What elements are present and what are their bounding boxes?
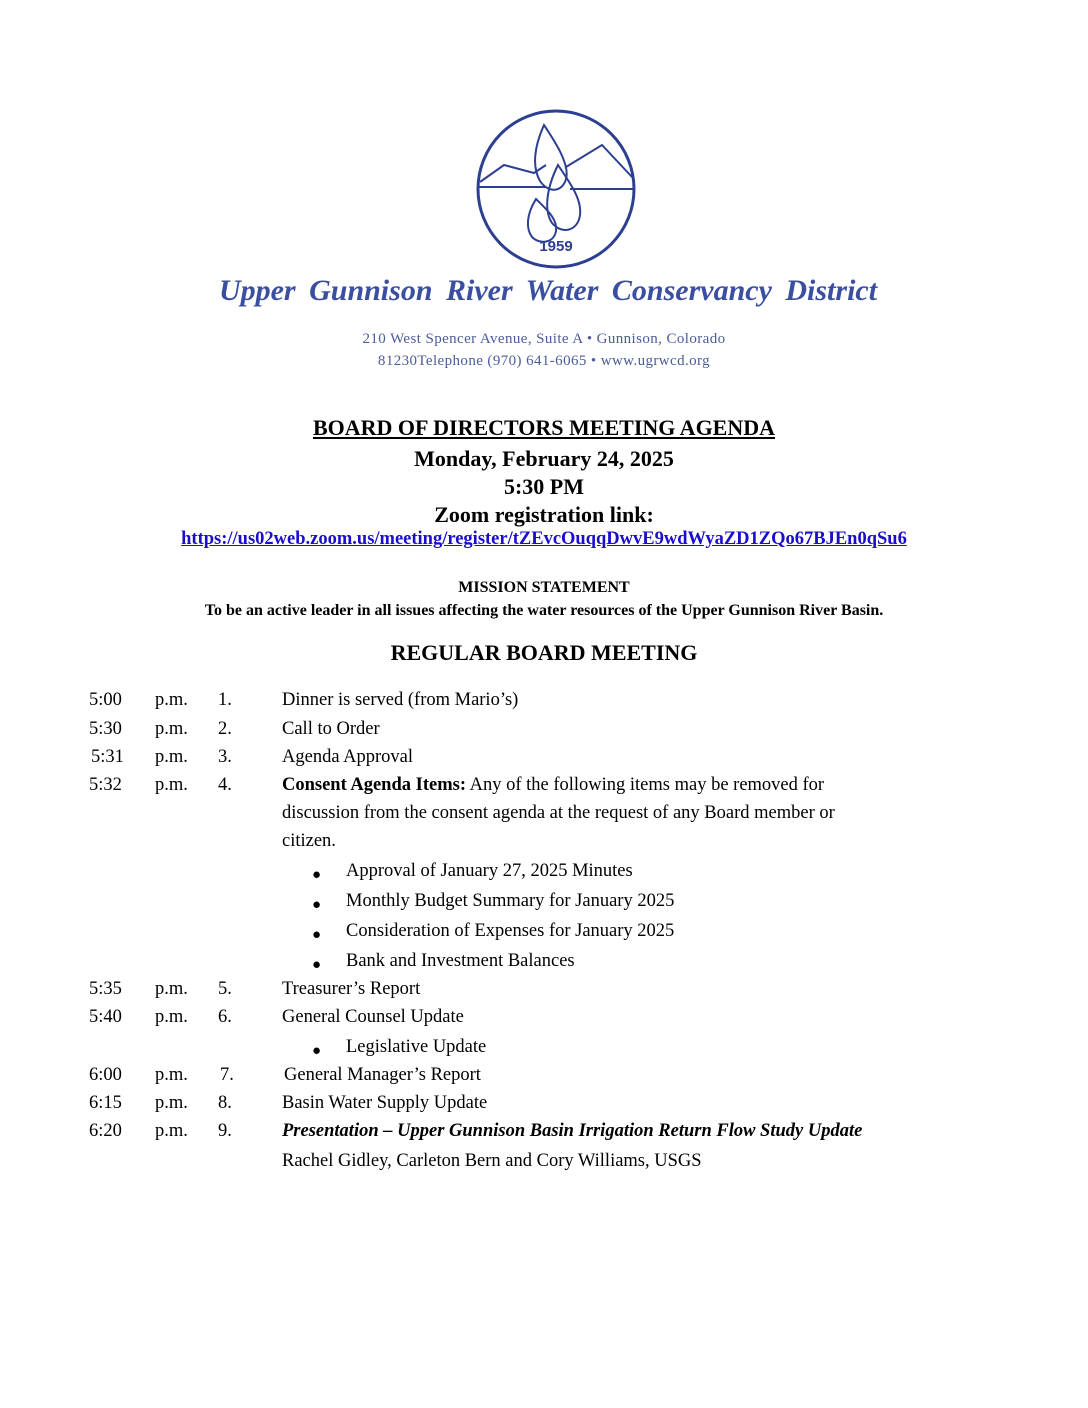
item-number: 7. [220, 1065, 234, 1085]
item-time: 6:00 [89, 1065, 122, 1085]
bullet-icon: ● [312, 927, 322, 943]
item-time: 6:15 [89, 1093, 122, 1113]
item-ampm: p.m. [155, 1007, 188, 1027]
agenda-heading: BOARD OF DIRECTORS MEETING AGENDA [312, 415, 776, 440]
agenda-item [0, 775, 1088, 803]
item-number: 2. [218, 719, 232, 739]
section-title: REGULAR BOARD MEETING [390, 640, 698, 665]
agenda-item [0, 1065, 1088, 1093]
item-number: 8. [218, 1093, 232, 1113]
item-ampm: p.m. [155, 690, 188, 710]
item-number: 5. [218, 979, 232, 999]
agenda-item [0, 1121, 1088, 1149]
agenda-item [0, 1093, 1088, 1121]
item-text: General Counsel Update [282, 1007, 464, 1027]
item-number: 6. [218, 1007, 232, 1027]
item-number: 4. [218, 775, 232, 795]
item-time: 5:30 [89, 719, 122, 739]
bullet-text: Legislative Update [346, 1037, 487, 1057]
item-time: 5:35 [89, 979, 122, 999]
item-ampm: p.m. [155, 719, 188, 739]
bullet-icon: ● [312, 867, 322, 883]
item-number: 9. [218, 1121, 232, 1141]
item-continuation: citizen. [282, 831, 336, 851]
item-bold-label: Consent Agenda Items: [282, 775, 466, 795]
bullet-text: Approval of January 27, 2025 Minutes [346, 861, 633, 881]
agenda-item [0, 719, 1088, 747]
item-text: Treasurer’s Report [282, 979, 421, 999]
address-line-1: 210 West Spencer Avenue, Suite A • Gunnison, Colorado [362, 331, 726, 347]
district-logo [474, 107, 638, 271]
meeting-time: 5:30 PM [503, 474, 585, 499]
agenda-item [0, 747, 1088, 775]
bullet-icon: ● [312, 1043, 322, 1059]
item-time: 5:40 [89, 1007, 122, 1027]
item-text: Call to Order [282, 719, 380, 739]
item-ampm: p.m. [155, 1065, 188, 1085]
bullet-text: Consideration of Expenses for January 2025 [346, 921, 675, 941]
mission-statement: To be an active leader in all issues affecting the water resources of the Upper Gunnison River Basin. [204, 602, 884, 619]
bullet-icon: ● [312, 897, 322, 913]
item-time: 6:20 [89, 1121, 122, 1141]
item-text: Basin Water Supply Update [282, 1093, 488, 1113]
item-ampm: p.m. [155, 775, 188, 795]
zoom-label: Zoom registration link: [434, 502, 654, 527]
bullet-icon: ● [312, 957, 322, 973]
item-time: 5:00 [89, 690, 122, 710]
mission-title: MISSION STATEMENT [458, 579, 630, 596]
item-text: Agenda Approval [282, 747, 414, 767]
item-ampm: p.m. [155, 747, 188, 767]
item-time: 5:32 [89, 775, 122, 795]
item-number: 1. [218, 690, 232, 710]
logo-year: 1959 [539, 238, 573, 255]
zoom-registration-link[interactable]: https://us02web.zoom.us/meeting/register/tZEvcOuqqDwvE9wdWyaZD1ZQo67BJEn0qSu6 [181, 529, 907, 549]
item-ampm: p.m. [155, 1121, 188, 1141]
bullet-text: Monthly Budget Summary for January 2025 [346, 891, 675, 911]
agenda-item [0, 690, 1088, 718]
item-text-rest: Any of the following items may be removed for [465, 775, 825, 795]
address-line-2: 81230Telephone (970) 641-6065 • www.ugrwcd.org [377, 353, 711, 369]
item-text [282, 775, 824, 796]
item-time: 5:31 [91, 747, 124, 767]
item-text: Dinner is served (from Mario’s) [282, 690, 519, 710]
organization-name: Upper Gunnison River Water Conservancy District [218, 274, 878, 307]
item-text: General Manager’s Report [284, 1065, 481, 1085]
item-number: 3. [218, 747, 232, 767]
item-text: Presentation – Upper Gunnison Basin Irrigation Return Flow Study Update [282, 1121, 863, 1141]
agenda-item [0, 1007, 1088, 1035]
item-ampm: p.m. [155, 1093, 188, 1113]
meeting-date: Monday, February 24, 2025 [414, 446, 674, 471]
bullet-text: Bank and Investment Balances [346, 951, 575, 971]
presenters: Rachel Gidley, Carleton Bern and Cory Williams, USGS [282, 1151, 702, 1171]
item-ampm: p.m. [155, 979, 188, 999]
agenda-item [0, 979, 1088, 1007]
item-continuation: discussion from the consent agenda at the request of any Board member or [282, 803, 835, 823]
